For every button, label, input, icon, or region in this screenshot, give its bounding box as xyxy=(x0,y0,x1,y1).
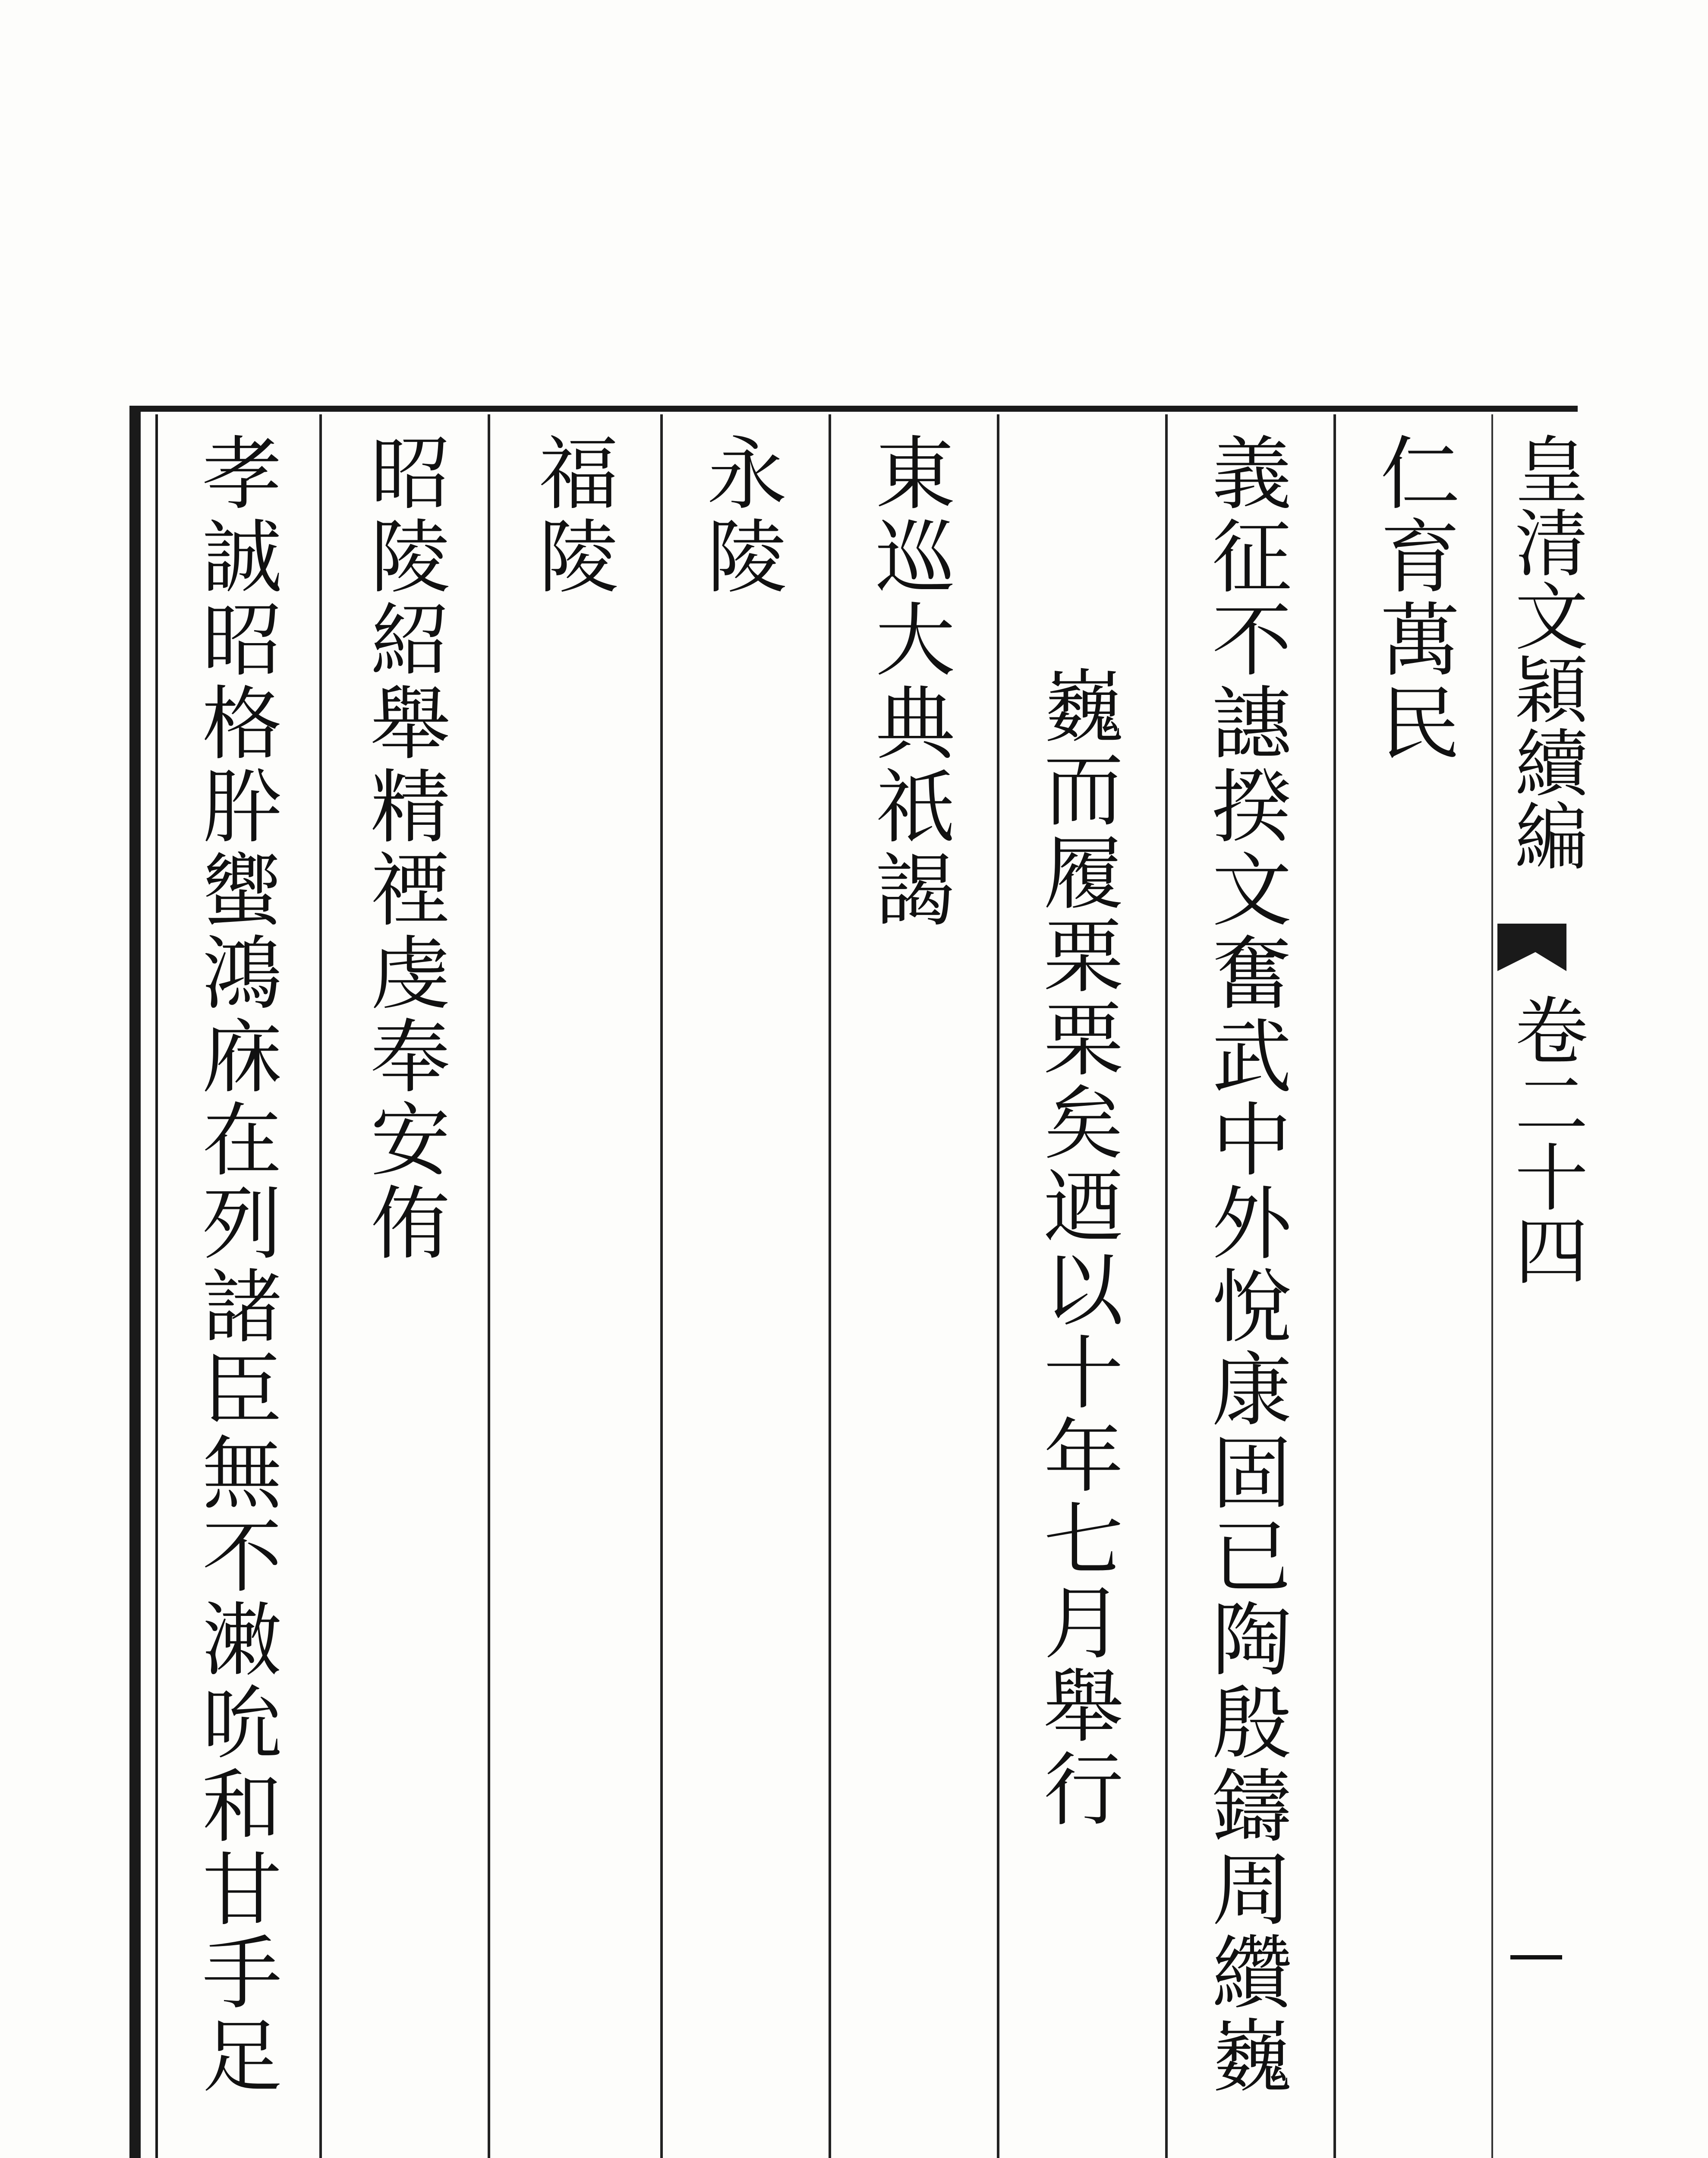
column-rule xyxy=(1333,414,1336,2158)
page-border-frame xyxy=(129,406,1578,2158)
text-column-3: 巍而履栗栗矣迺以十年七月舉行 xyxy=(1030,665,1123,1831)
column-rule xyxy=(829,414,831,2158)
center-fold-rule xyxy=(1491,414,1493,2158)
book-title-margin: 皇清文穎續編 xyxy=(1502,432,1588,872)
juan-number: 卷二十四 xyxy=(1502,993,1588,1286)
leaf-number-mark xyxy=(1510,1955,1562,1959)
text-column-7: 昭陵紹舉精禋虔奉安侑 xyxy=(357,432,450,1265)
column-rule xyxy=(319,414,322,2158)
text-column-4: 東巡大典祇謁 xyxy=(862,432,955,931)
column-rule xyxy=(1165,414,1168,2158)
text-column-8: 孝誠昭格肸蠁鴻庥在列諸臣無不潄吮和甘手足 xyxy=(189,432,282,2098)
column-rule xyxy=(488,414,490,2158)
inner-border-line xyxy=(155,414,158,2158)
text-column-2: 義征不譓揆文奮武中外悅康固已陶殷鑄周纘巍 xyxy=(1198,432,1292,2098)
column-rule xyxy=(997,414,999,2158)
column-rule xyxy=(660,414,663,2158)
text-column-5: 永陵 xyxy=(693,432,787,598)
text-column-1: 仁育萬民 xyxy=(1367,432,1460,765)
text-column-6: 福陵 xyxy=(525,432,618,598)
